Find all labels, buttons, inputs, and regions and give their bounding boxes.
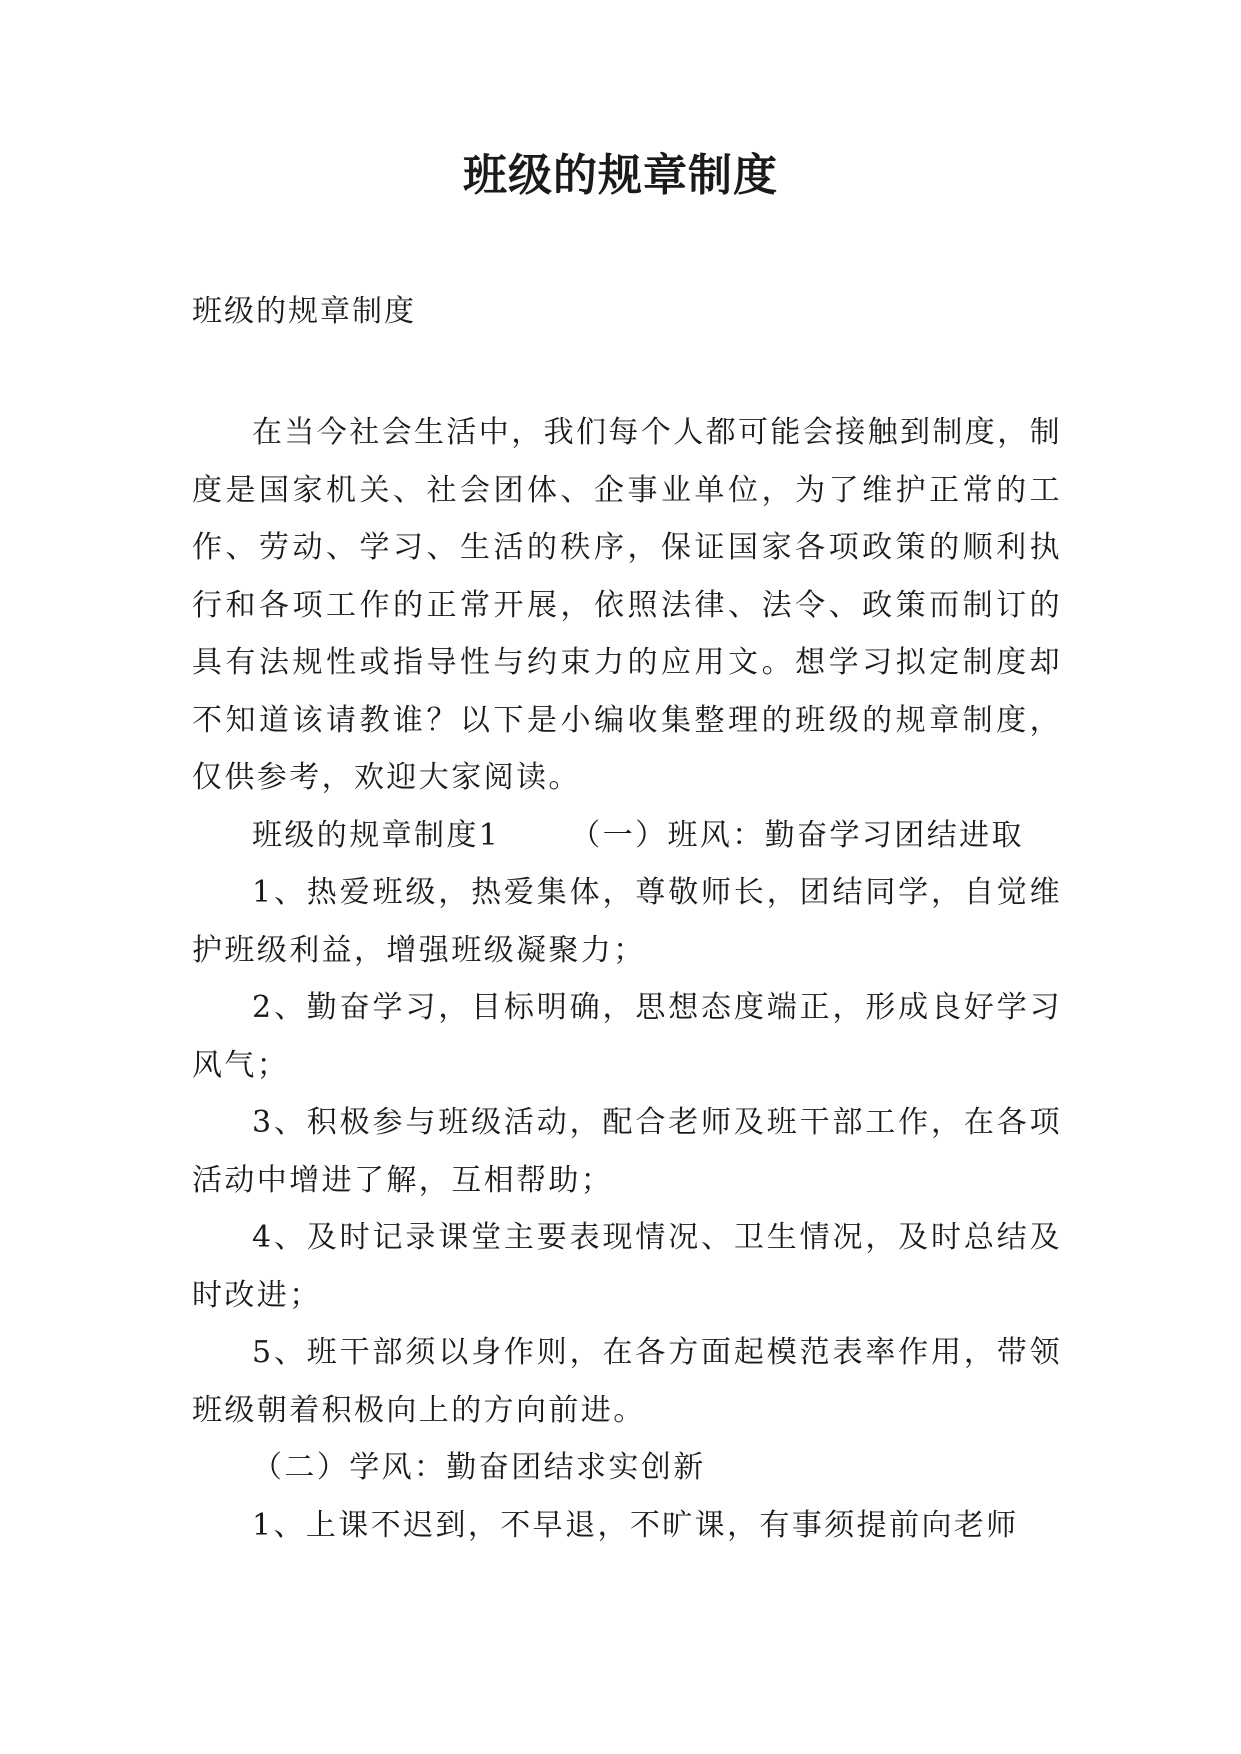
document-subtitle: 班级的规章制度 (192, 294, 416, 329)
rule-paragraph: 5、班干部须以身作则，在各方面起模范表率作用，带领班级朝着积极向上的方向前进。 (192, 1335, 1062, 1428)
intro-paragraph: 在当今社会生活中，我们每个人都可能会接触到制度，制度是国家机关、社会团体、企事业单位，为了维护正常的工作、劳动、学习、生活的秩序，保证国家各项政策的顺利执行和各项工作的正常开展，依照法律、法令、政策而制订的具有法规性或指导性与约束力的应用文。想学习拟定制度却不知道该请教谁？以下是小编收集整理的班级的规章制度，仅供参考，欢迎大家阅读。 (192, 415, 1062, 795)
section-1-heading: （一）班风：勤奋学习团结进取 (570, 817, 1024, 853)
rule-paragraph: 1、热爱班级，热爱集体，尊敬师长，团结同学，自觉维护班级利益，增强班级凝聚力； (192, 875, 1062, 968)
document-title: 班级的规章制度 (463, 150, 778, 201)
rule-paragraph: 2、勤奋学习，目标明确，思想态度端正，形成良好学习风气； (192, 990, 1062, 1083)
section-2-heading: （二）学风：勤奋团结求实创新 (252, 1450, 706, 1485)
section-1-label: 班级的规章制度1 (252, 817, 501, 853)
rule-paragraph: 1、上课不迟到，不早退，不旷课，有事须提前向老师 (252, 1507, 1019, 1543)
document-body (192, 404, 1062, 1554)
rule-paragraph: 3、积极参与班级活动，配合老师及班干部工作，在各项活动中增进了解，互相帮助； (192, 1105, 1062, 1198)
section-1-header (192, 807, 1062, 865)
rule-paragraph: 4、及时记录课堂主要表现情况、卫生情况，及时总结及时改进； (192, 1220, 1062, 1313)
